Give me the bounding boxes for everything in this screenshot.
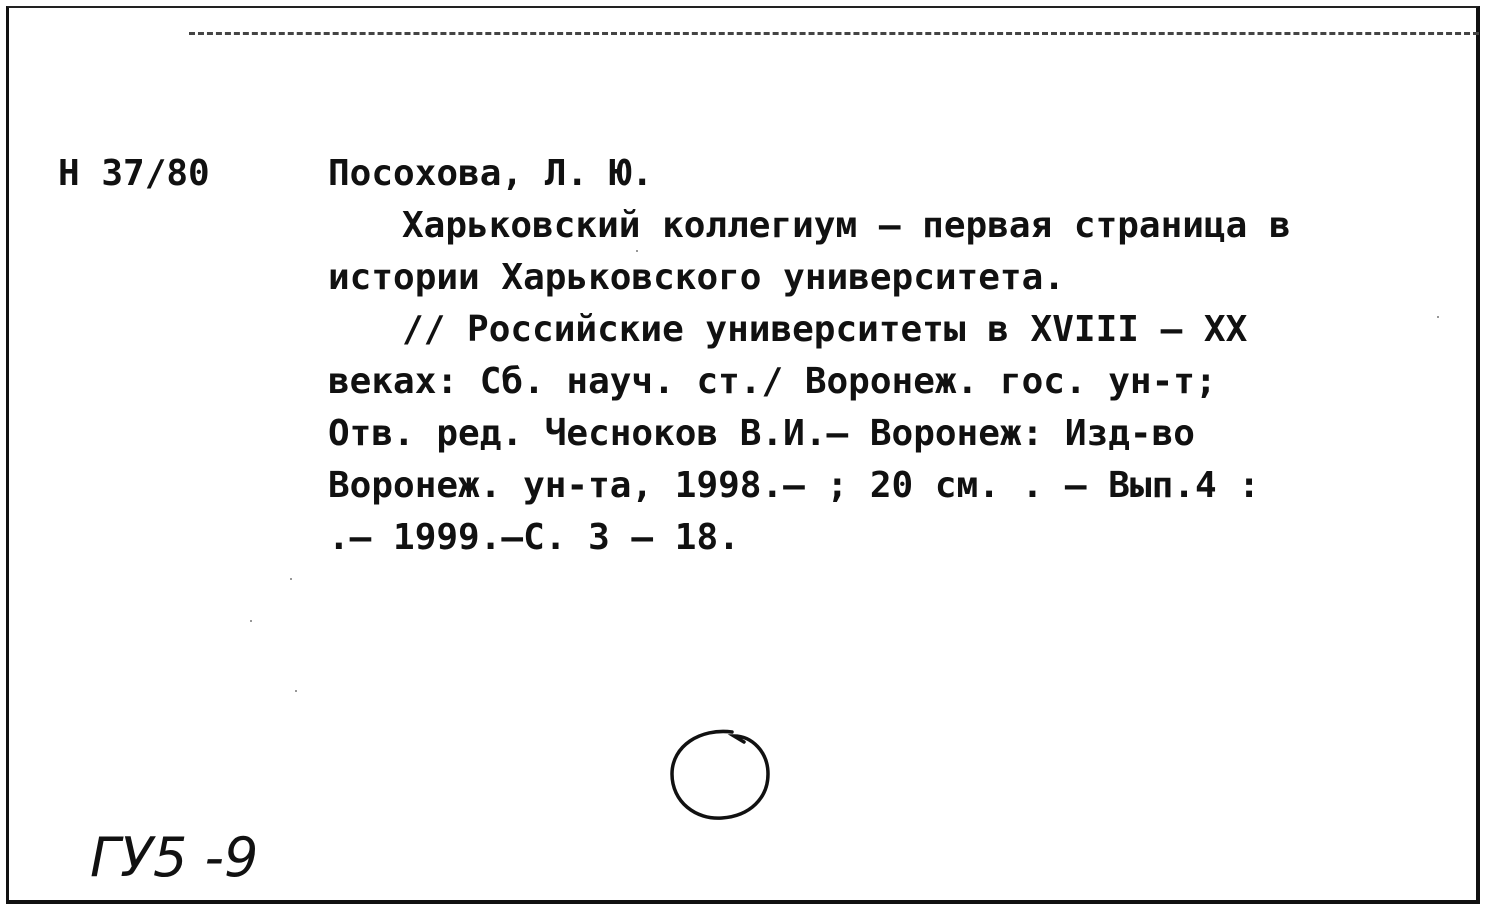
title-line-1: Харьковский коллегиум – первая страница в [402,205,1291,246]
source-line-3: Отв. ред. Чесноков В.И.– Воронеж: Изд-во [328,413,1195,454]
source-line-4: Воронеж. ун-та, 1998.– ; 20 см. . – Вып.4 : [328,465,1260,506]
speck [290,578,292,580]
speck [295,690,297,692]
speck [636,250,638,252]
shelfmark: Н 37/80 [58,153,210,194]
speck [250,620,252,622]
source-line-5: .– 1999.–С. 3 – 18. [328,517,740,558]
speck [1437,316,1439,318]
handwritten-note-text: ГУ5 -9 [90,826,259,889]
handwritten-note [80,820,380,900]
punch-hole-circle [660,722,780,826]
title-line-2: истории Харьковского университета. [328,257,1065,298]
top-rule [189,32,1479,35]
source-line-1: // Российские университеты в XVIII – XX [402,309,1248,350]
source-line-2: веках: Сб. науч. ст./ Воронеж. гос. ун-т; [328,361,1217,402]
author: Посохова, Л. Ю. [328,153,654,194]
bibliographic-entry [328,148,1434,564]
